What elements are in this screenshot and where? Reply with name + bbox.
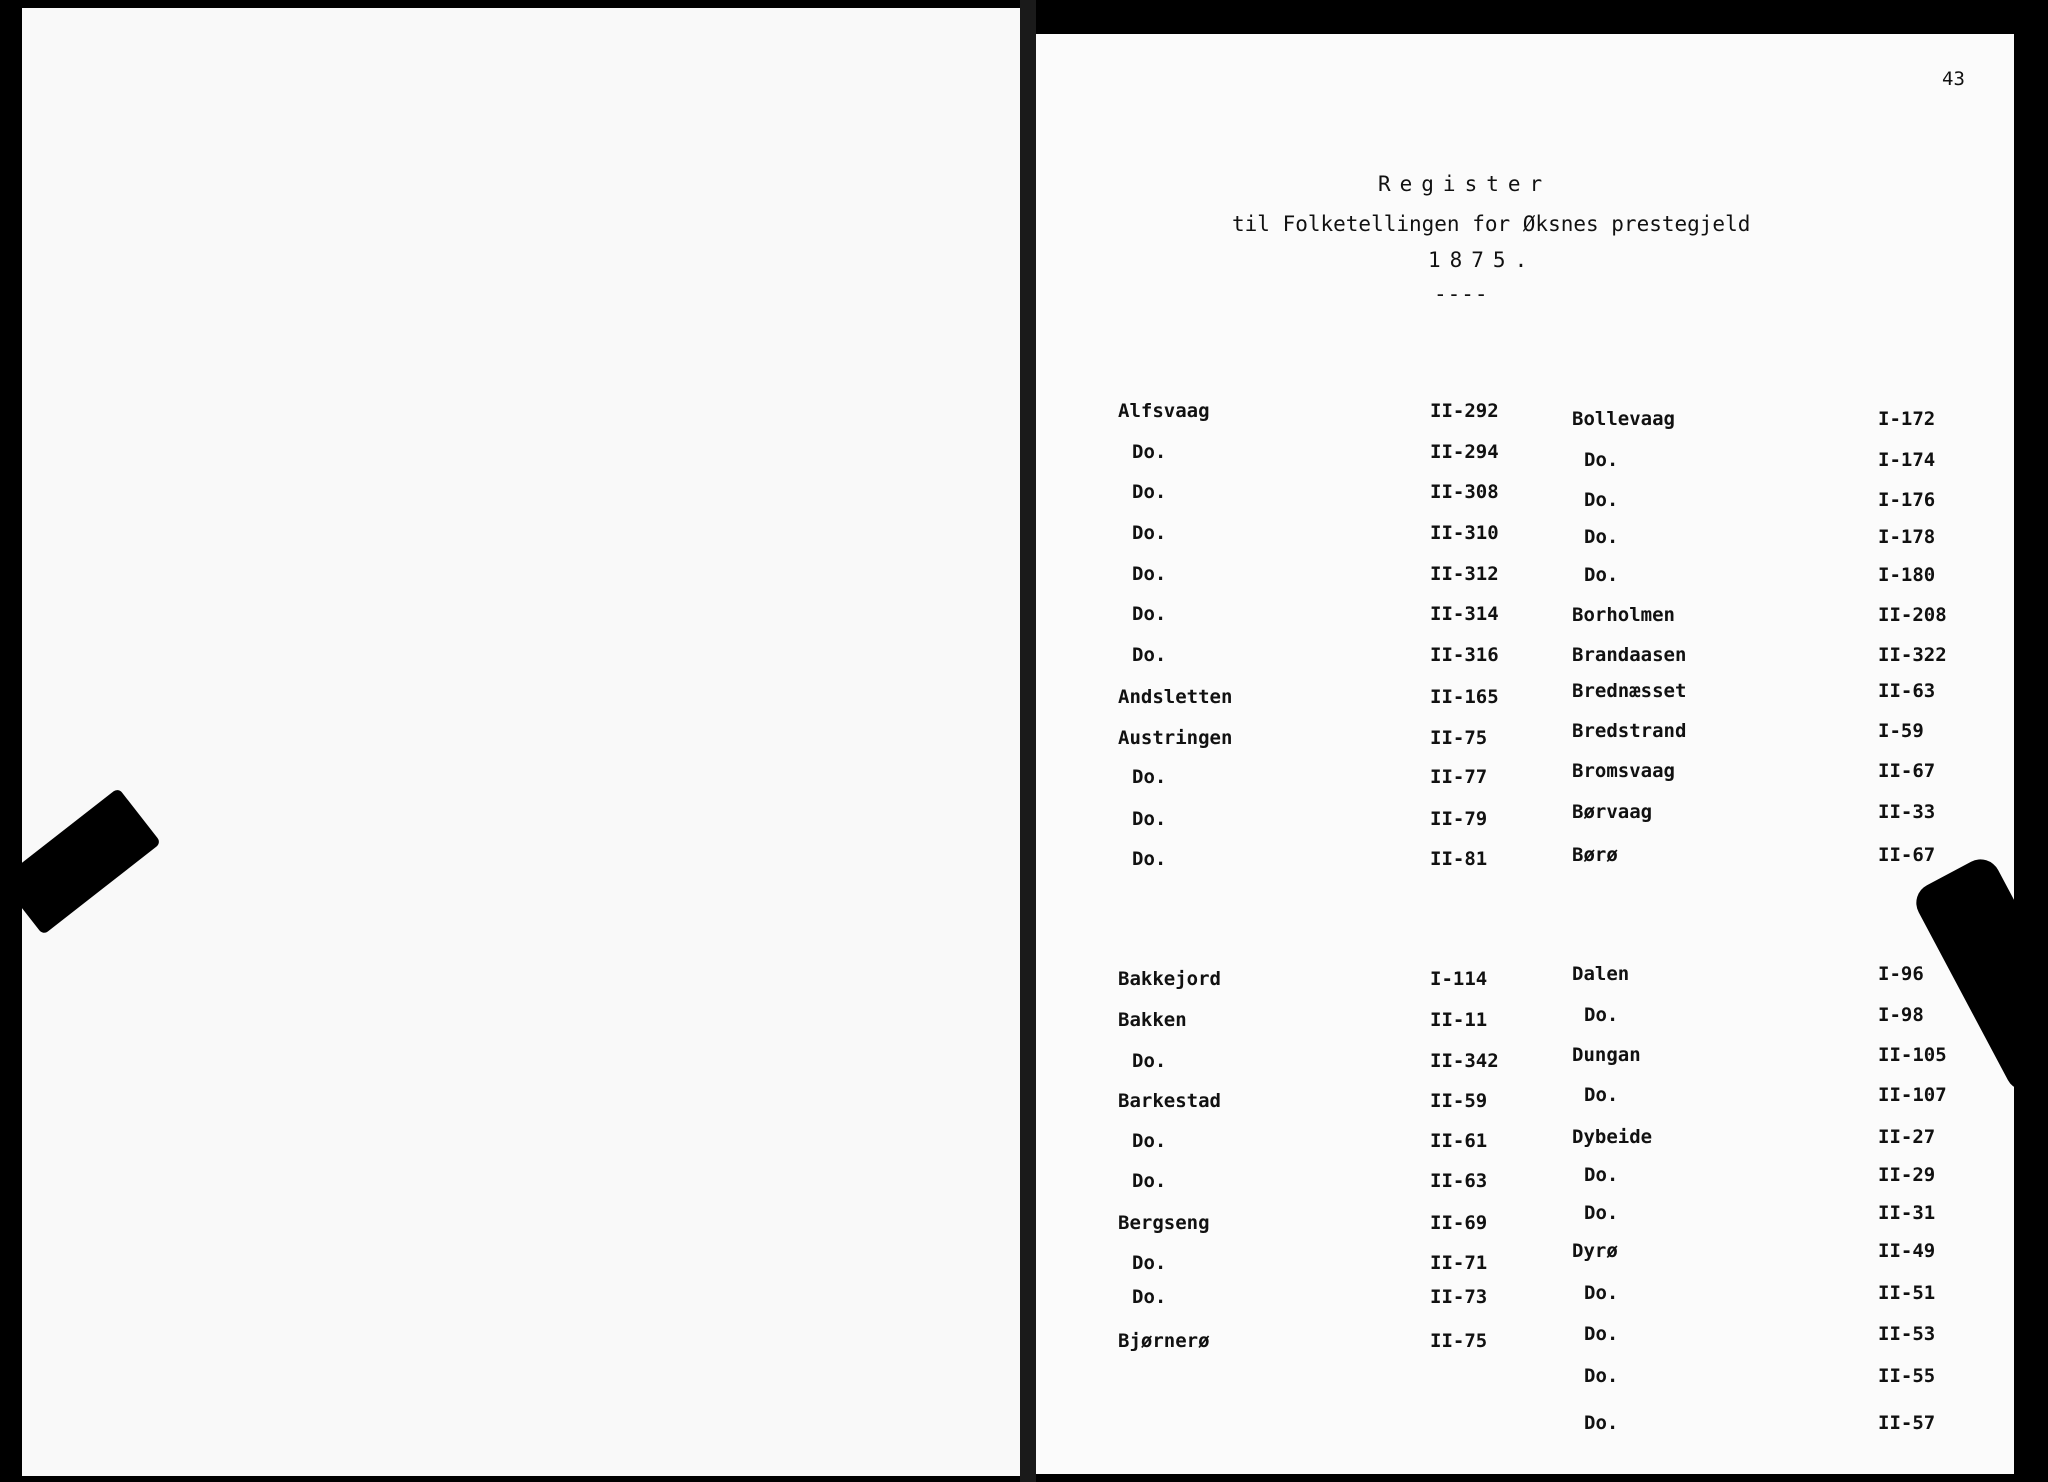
census-reference: II-33 xyxy=(1878,801,1936,823)
place-name: Do. xyxy=(1584,1004,1619,1026)
census-reference: II-67 xyxy=(1878,760,1936,782)
place-name: Do. xyxy=(1584,449,1619,471)
place-name: Do. xyxy=(1584,564,1619,586)
census-reference: II-57 xyxy=(1878,1412,1936,1434)
place-name: Do. xyxy=(1132,1252,1167,1274)
place-name: Do. xyxy=(1132,481,1167,503)
register-year: 1875. xyxy=(1428,248,1537,272)
census-reference: II-75 xyxy=(1430,727,1488,749)
census-reference: II-294 xyxy=(1430,441,1499,463)
place-name: Brednæsset xyxy=(1572,680,1687,702)
census-reference: II-79 xyxy=(1430,808,1488,830)
census-reference: II-208 xyxy=(1878,604,1947,626)
place-name: Børvaag xyxy=(1572,801,1653,823)
census-reference: I-180 xyxy=(1878,564,1936,586)
blank-left-page xyxy=(22,8,1020,1476)
title-rule: ---- xyxy=(1434,282,1489,306)
place-name: Do. xyxy=(1584,1084,1619,1106)
page-number: 43 xyxy=(1942,68,1965,90)
book-gutter xyxy=(1020,0,1036,1482)
census-reference: II-61 xyxy=(1430,1130,1488,1152)
census-reference: II-342 xyxy=(1430,1050,1499,1072)
census-reference: II-77 xyxy=(1430,766,1488,788)
census-reference: I-172 xyxy=(1878,408,1936,430)
census-reference: I-59 xyxy=(1878,720,1924,742)
census-reference: II-75 xyxy=(1430,1330,1488,1352)
place-name: Do. xyxy=(1132,1050,1167,1072)
place-name: Bromsvaag xyxy=(1572,760,1675,782)
place-name: Dungan xyxy=(1572,1044,1641,1066)
place-name: Do. xyxy=(1132,766,1167,788)
place-name: Andsletten xyxy=(1118,686,1233,708)
census-reference: II-316 xyxy=(1430,644,1499,666)
census-reference: II-292 xyxy=(1430,400,1499,422)
place-name: Do. xyxy=(1132,603,1167,625)
register-subtitle: til Folketellingen for Øksnes prestegjeld xyxy=(1232,212,1751,236)
census-reference: II-165 xyxy=(1430,686,1499,708)
place-name: Barkestad xyxy=(1118,1090,1221,1112)
place-name: Austringen xyxy=(1118,727,1233,749)
place-name: Do. xyxy=(1132,1130,1167,1152)
place-name: Alfsvaag xyxy=(1118,400,1210,422)
place-name: Bakkejord xyxy=(1118,968,1221,990)
census-reference: I-96 xyxy=(1878,963,1924,985)
census-reference: I-178 xyxy=(1878,526,1936,548)
place-name: Do. xyxy=(1584,1202,1619,1224)
place-name: Børø xyxy=(1572,844,1618,866)
place-name: Do. xyxy=(1132,808,1167,830)
census-reference: II-49 xyxy=(1878,1240,1936,1262)
place-name: Do. xyxy=(1132,848,1167,870)
census-reference: II-59 xyxy=(1430,1090,1488,1112)
census-reference: II-31 xyxy=(1878,1202,1936,1224)
census-reference: II-55 xyxy=(1878,1365,1936,1387)
place-name: Do. xyxy=(1584,1365,1619,1387)
place-name: Do. xyxy=(1132,563,1167,585)
place-name: Borholmen xyxy=(1572,604,1675,626)
census-reference: II-105 xyxy=(1878,1044,1947,1066)
census-reference: I-174 xyxy=(1878,449,1936,471)
place-name: Do. xyxy=(1584,1323,1619,1345)
census-reference: II-322 xyxy=(1878,644,1947,666)
place-name: Brandaasen xyxy=(1572,644,1687,666)
census-reference: II-308 xyxy=(1430,481,1499,503)
place-name: Bergseng xyxy=(1118,1212,1210,1234)
place-name: Do. xyxy=(1584,489,1619,511)
census-reference: II-63 xyxy=(1430,1170,1488,1192)
place-name: Do. xyxy=(1132,522,1167,544)
place-name: Do. xyxy=(1132,644,1167,666)
census-reference: II-53 xyxy=(1878,1323,1936,1345)
census-reference: II-69 xyxy=(1430,1212,1488,1234)
place-name: Dybeide xyxy=(1572,1126,1653,1148)
place-name: Do. xyxy=(1584,1282,1619,1304)
census-reference: II-314 xyxy=(1430,603,1499,625)
census-reference: II-11 xyxy=(1430,1009,1488,1031)
census-reference: I-114 xyxy=(1430,968,1488,990)
place-name: Bredstrand xyxy=(1572,720,1687,742)
census-reference: II-29 xyxy=(1878,1164,1936,1186)
census-reference: I-176 xyxy=(1878,489,1936,511)
place-name: Do. xyxy=(1584,1164,1619,1186)
census-reference: II-51 xyxy=(1878,1282,1936,1304)
place-name: Bakken xyxy=(1118,1009,1187,1031)
census-reference: II-71 xyxy=(1430,1252,1488,1274)
place-name: Do. xyxy=(1132,1286,1167,1308)
place-name: Dalen xyxy=(1572,963,1630,985)
place-name: Do. xyxy=(1584,526,1619,548)
census-reference: II-67 xyxy=(1878,844,1936,866)
place-name: Do. xyxy=(1132,441,1167,463)
place-name: Do. xyxy=(1584,1412,1619,1434)
register-title: Register xyxy=(1378,172,1552,196)
place-name: Dyrø xyxy=(1572,1240,1618,1262)
census-reference: II-27 xyxy=(1878,1126,1936,1148)
census-reference: II-63 xyxy=(1878,680,1936,702)
census-reference: II-310 xyxy=(1430,522,1499,544)
census-reference: II-312 xyxy=(1430,563,1499,585)
place-name: Bjørnerø xyxy=(1118,1330,1210,1352)
census-reference: II-107 xyxy=(1878,1084,1947,1106)
census-reference: II-81 xyxy=(1430,848,1488,870)
census-reference: II-73 xyxy=(1430,1286,1488,1308)
place-name: Do. xyxy=(1132,1170,1167,1192)
census-reference: I-98 xyxy=(1878,1004,1924,1026)
place-name: Bollevaag xyxy=(1572,408,1675,430)
